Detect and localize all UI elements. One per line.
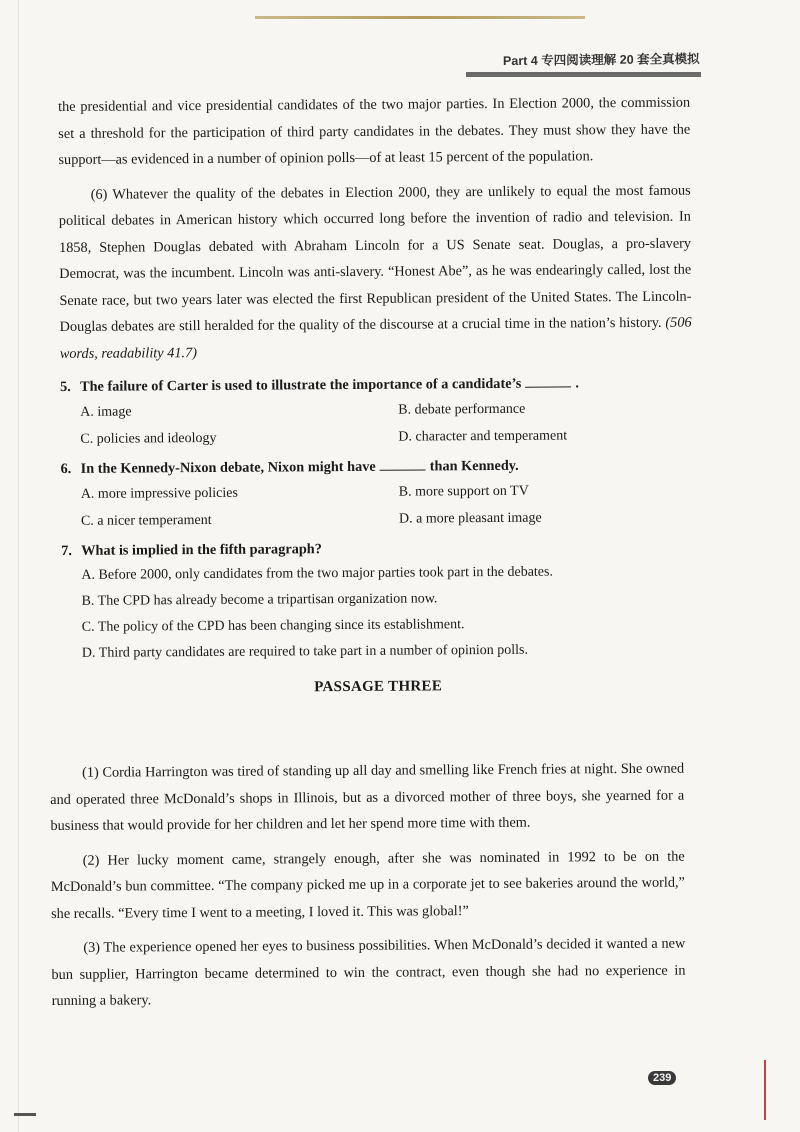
option-a: A. image — [80, 404, 132, 420]
running-header: Part 4 专四阅读理解 20 套全真模拟 — [503, 51, 701, 69]
option-b: B. debate performance — [398, 401, 526, 418]
question-7-options — [61, 559, 694, 667]
paragraph-6 — [59, 177, 692, 367]
paragraph-6-text: (6) Whatever the quality of the debates in Election 2000, they are unlikely to equal the most famous political debates in American history which occurred long before the invention of radio and television. In 1858, Stephen Douglas debated with Abraham Lincoln for a US Senate seat. Douglas, a pro-slavery Democrat, was the incumbent. Lincoln was anti-slavery. “Honest Abe”, as he was endearingly called, lost the Senate race, but two years later was elected the first Republican president of the United States. The Lincoln-Douglas debates are still heralded for the quality of the discourse at a crucial time in the nation’s history. — [58, 182, 692, 335]
page-number: 239 — [648, 1071, 676, 1085]
question-6-end: than Kennedy. — [429, 457, 519, 475]
option-a: A. more impressive policies — [80, 485, 238, 502]
question-6 — [61, 453, 694, 535]
passage-3-paragraph-1: (1) Cordia Harrington was tired of standing up all day and smelling like French fries at night. She owned and operated three McDonald’s shops in Illinois, but as a divorced mother of three boys, she yearned for a business that would provide for her children and let her spend more time with them. — [50, 760, 685, 834]
option-c: C. policies and ideology — [80, 430, 217, 447]
question-6-text: In the Kennedy-Nixon debate, Nixon might have — [80, 458, 376, 477]
option-c: C. The policy of the CPD has been changing since its establishment. — [81, 617, 465, 635]
option-c: C. a nicer temperament — [80, 512, 212, 529]
passage-two-continuation — [58, 90, 694, 708]
question-number: 6. — [60, 460, 72, 477]
option-d: D. a more pleasant image — [398, 510, 542, 527]
option-a: A. Before 2000, only candidates from the two major parties took part in the debates. — [81, 564, 553, 583]
passage-three — [50, 756, 686, 1023]
passage-stats: (506 words, readability 41.7) — [59, 314, 692, 362]
passage-3-paragraph-3: (3) The experience opened her eyes to business possibilities. When McDonald’s decided it wanted a new bun supplier, Harrington became determined to win the contract, even though she had no experience in running a bakery. — [51, 935, 686, 1009]
answer-blank — [525, 372, 571, 387]
passage-three-title: PASSAGE THREE — [314, 678, 443, 696]
paragraph-5-end: the presidential and vice presidential candidates of the two major parties. In Election 2000, the commission set a threshold for the participation of third party candidates in the debates. They must show they have the support—as evidenced in a number of opinion polls—of at least 15 percent of the population. — [58, 94, 691, 168]
top-decorative-rule — [255, 16, 585, 19]
passage-3-paragraph-2: (2) Her lucky moment came, strangely enough, after she was nominated in 1992 to be on the McDonald’s bun committee. “The company picked me up in a corporate jet to see bakeries around the world,” she recalls. “Every time I went to a meeting, I loved it. This was global!” — [50, 848, 685, 922]
question-7 — [61, 535, 694, 667]
answer-blank — [380, 455, 426, 470]
page-edge-shadow — [18, 0, 19, 1132]
question-6-options — [61, 477, 693, 535]
question-5-end: . — [575, 375, 579, 392]
question-5-options — [60, 395, 692, 453]
option-d: D. character and temperament — [398, 428, 568, 445]
scan-edge-mark — [14, 1113, 36, 1116]
question-5-text: The failure of Carter is used to illustrate the importance of a candidate’s — [79, 375, 522, 395]
scan-edge-mark — [764, 1060, 766, 1120]
question-number: 5. — [59, 378, 71, 395]
option-d: D. Third party candidates are required to take part in a number of opinion polls. — [81, 642, 529, 661]
question-5 — [60, 371, 693, 453]
question-number: 7. — [61, 542, 72, 559]
question-7-text: What is implied in the fifth paragraph? — [81, 541, 322, 559]
option-b: B. more support on TV — [398, 483, 529, 500]
option-b: B. The CPD has already become a tripartisan organization now. — [81, 591, 438, 609]
header-underline — [466, 72, 701, 77]
